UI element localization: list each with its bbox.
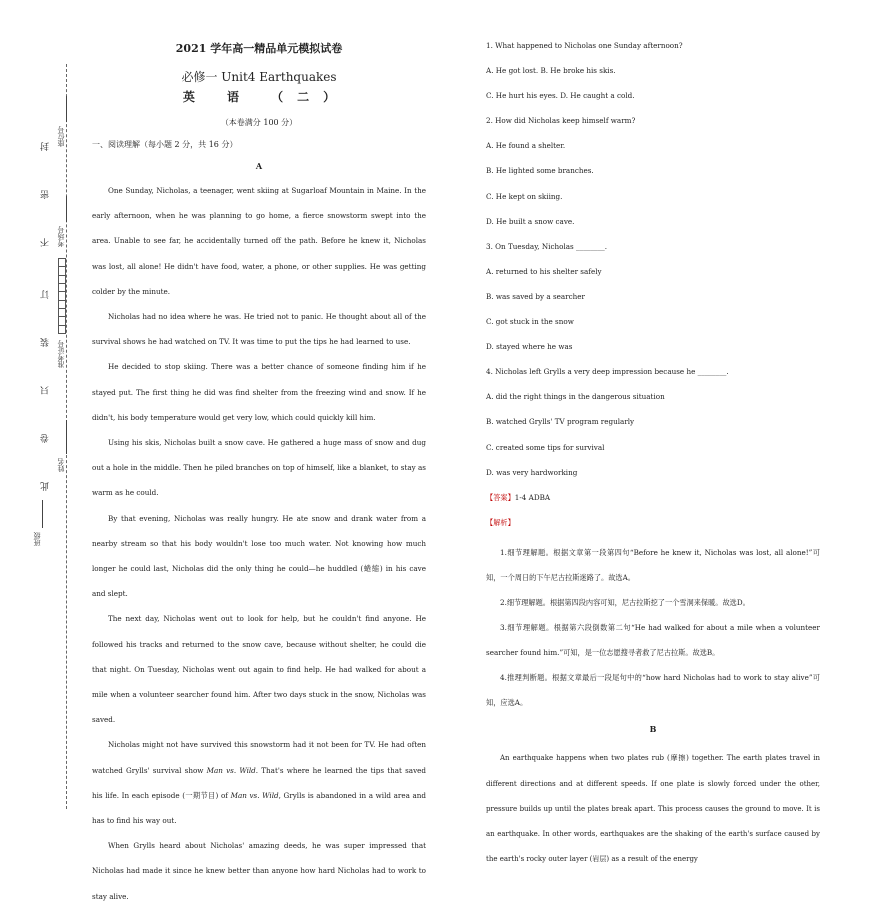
answer-label: 【答案】 bbox=[486, 492, 515, 502]
passage-b-paragraph: An earthquake happens when two plates rub (摩擦) together. The earth plates travel in different directions and at different speeds. If one plate is slowly forced under the other, pressure builds up until the plates break apart. This process causes the ground to move. It is an earthquake. In other words, earthquakes are the shaking of the earth's surface caused by the earth's rocky outer layer (岩层) as a result of the energy bbox=[486, 754, 820, 864]
question-option: A. He found a shelter. bbox=[486, 141, 566, 151]
question-stem: 3. On Tuesday, Nicholas ________. bbox=[486, 241, 608, 251]
subject-heading: 英 语 （二） bbox=[182, 90, 350, 104]
show-title: Man vs. Wild bbox=[206, 765, 256, 775]
question-stem: 2. How did Nicholas keep himself warm? bbox=[486, 116, 636, 126]
passage-paragraph: Nicholas had no idea where he was. He tried not to panic. He thought about all of the survival shows he had watched on TV. It was time to put the tips he had learned to use. bbox=[92, 312, 426, 347]
question-option: C. He hurt his eyes. D. He caught a cold. bbox=[486, 91, 635, 101]
ticket-number-label: 准考证号 bbox=[57, 340, 65, 368]
passage-b-label: B bbox=[649, 724, 657, 735]
question-stem: 4. Nicholas left Grylls a very deep impression because he ________. bbox=[486, 367, 729, 377]
question-option: B. was saved by a searcher bbox=[486, 291, 585, 301]
passage-paragraph: Nicholas might not have survived this snowstorm had it not been for TV. He had often watched Grylls' survival show Man vs. Wild. That's where he learned the tips that saved his life. In each episode (一期节目) of Man vs. Wild, Grylls is abandoned in a wild area and has to find his way out. bbox=[92, 740, 427, 826]
question-option: D. stayed where he was bbox=[486, 342, 573, 352]
seal-char: 卷 bbox=[41, 434, 51, 443]
answer-text: 1-4 ADBA bbox=[514, 492, 551, 502]
exam-room-label: 考场号 bbox=[57, 226, 65, 247]
question-option: A. He got lost. B. He broke his skis. bbox=[486, 66, 616, 76]
class-label: 班级 bbox=[33, 532, 41, 546]
seal-char: 封 bbox=[41, 142, 51, 151]
seal-char: 装 bbox=[41, 338, 51, 347]
section-title: 一、阅读理解（每小题 2 分，共 16 分） bbox=[92, 140, 238, 149]
question-option: B. watched Grylls' TV program regularly bbox=[486, 417, 635, 427]
question-option: D. was very hardworking bbox=[486, 467, 578, 477]
name-field[interactable] bbox=[66, 420, 67, 454]
passage-paragraph: He decided to stop skiing. There was a better chance of someone finding him if he stayed put. The first thing he did was find shelter from the freezing wind and snow. If he didn't, his body temperature would get very low, which could quickly kill him. bbox=[92, 362, 426, 422]
question-stem: 1. What happened to Nicholas one Sunday afternoon? bbox=[486, 41, 683, 50]
passage-a-label: A bbox=[255, 161, 263, 171]
question-option: A. did the right things in the dangerous situation bbox=[486, 392, 665, 402]
analysis-item: 1.细节理解题。根据文章第一段第四句“Before he knew it, Nicholas was lost, all alone!”可知，一个周日的下午尼古拉斯迷路了。故选A。 bbox=[486, 547, 820, 582]
analysis-item: 3.细节理解题。根据第六段倒数第二句“He had walked for about a mile when a volunteer searcher found him.”可知，是一位志愿搜寻者救了尼古拉斯。故选B。 bbox=[486, 622, 820, 658]
exam-title: 2021 学年高一精品单元模拟试卷 bbox=[175, 42, 343, 55]
score-note: （本卷满分 100 分） bbox=[220, 118, 298, 127]
left-column bbox=[92, 40, 426, 909]
seal-char: 此 bbox=[41, 482, 51, 491]
exam-room-field[interactable] bbox=[66, 196, 67, 222]
seal-char: 密 bbox=[41, 190, 51, 199]
analysis-label: 【解析】 bbox=[486, 517, 515, 527]
class-field[interactable] bbox=[42, 500, 43, 528]
question-option: C. created some tips for survival bbox=[486, 442, 605, 452]
question-option: C. got stuck in the snow bbox=[486, 317, 574, 327]
passage-paragraph: When Grylls heard about Nicholas' amazing deeds, he was super impressed that Nicholas had made it since he knew better than anyone how hard Nicholas had to work to stay alive. bbox=[92, 841, 426, 901]
answer-line bbox=[486, 490, 820, 515]
show-title: Man vs. Wild bbox=[230, 790, 279, 800]
analysis-item: 2.细节理解题。根据第四段内容可知，尼古拉斯挖了一个雪洞来保暖。故选D。 bbox=[500, 597, 750, 607]
seat-number-label: 座位号 bbox=[57, 126, 65, 147]
seat-number-field[interactable] bbox=[66, 96, 67, 122]
ticket-number-boxes[interactable] bbox=[58, 258, 66, 334]
seal-char: 订 bbox=[41, 290, 51, 299]
passage-a bbox=[92, 178, 426, 909]
question-option: A. returned to his shelter safely bbox=[486, 266, 602, 276]
question-option: B. He lighted some branches. bbox=[486, 166, 594, 176]
seal-char: 只 bbox=[41, 386, 51, 395]
name-label: 姓名 bbox=[57, 458, 65, 472]
passage-paragraph: By that evening, Nicholas was really hungry. He ate snow and drank water from a nearby stream so that his body wouldn't lose too much water. Not knowing how much longer he could last, Nicholas did the only thing he could—he huddled (蜷缩) in his cave and slept. bbox=[92, 513, 426, 599]
seal-char: 不 bbox=[41, 238, 51, 247]
question-option: D. He built a snow cave. bbox=[486, 216, 575, 226]
passage-paragraph: The next day, Nicholas went out to look for help, but he couldn't find anyone. He followed his tracks and returned to the snow cave, because without shelter, he could die that night. On Tuesday, Nicholas went out again to find help. He had walked for about a mile when a volunteer searcher found him. After two days stuck in the snow, Nicholas was saved. bbox=[92, 614, 426, 725]
exam-subtitle: 必修一 Unit4 Earthquakes bbox=[181, 70, 337, 84]
right-column bbox=[486, 38, 820, 872]
passage-paragraph: Using his skis, Nicholas built a snow cave. He gathered a huge mass of snow and dug out a hole in the middle. Then he piled branches on top of himself, like a blanket, to stay as warm as he could. bbox=[92, 438, 426, 498]
question-option: C. He kept on skiing. bbox=[486, 191, 563, 201]
passage-paragraph: One Sunday, Nicholas, a teenager, went skiing at Sugarloaf Mountain in Maine. In the early afternoon, when he was planning to go home, a fierce snowstorm swept into the area. Unable to see far, he accidentally turned off the path. Before he knew it, Nicholas was lost, all alone! He didn't have food, water, a phone, or other supplies. He was getting colder by the minute. bbox=[92, 186, 426, 296]
analysis-item: 4.推理判断题。根据文章最后一段尾句中的“how hard Nicholas had to work to stay alive”可知，应选A。 bbox=[486, 673, 820, 708]
